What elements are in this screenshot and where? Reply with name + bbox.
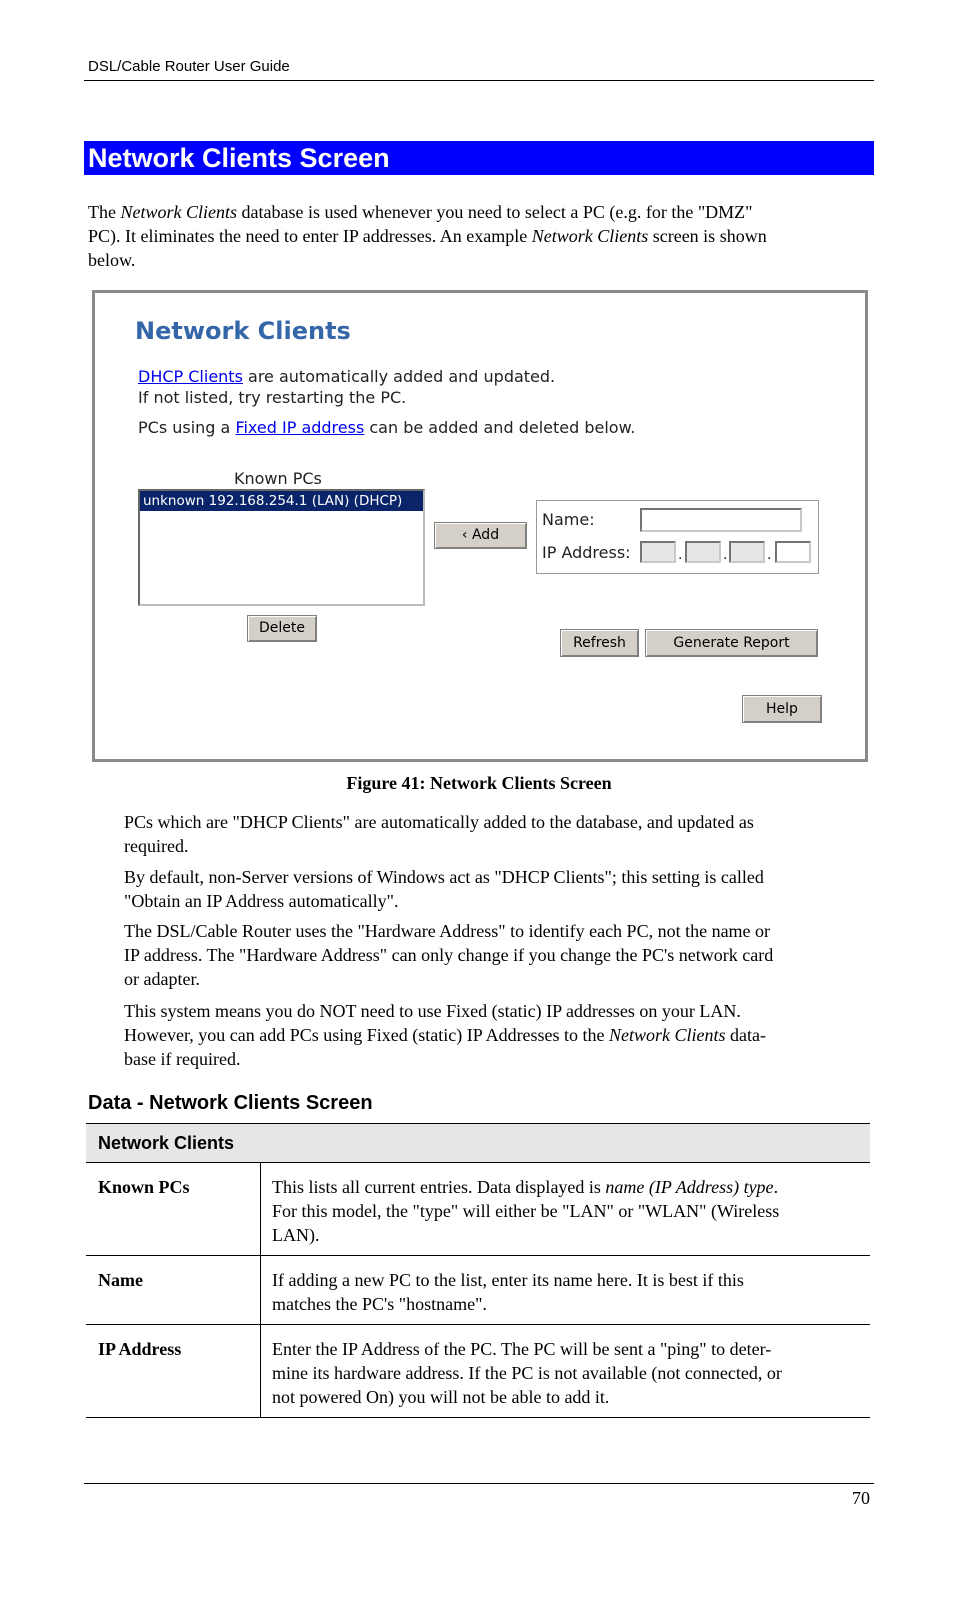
dhcp-line <box>138 367 555 386</box>
paragraph-text: However, you can add PCs using Fixed (static) IP Addresses to the <box>124 1025 610 1045</box>
description-line: If adding a new PC to the list, enter its name here. It is best if this <box>272 1270 744 1290</box>
add-pc-form <box>536 500 819 574</box>
footer-rule <box>84 1483 874 1484</box>
description-line: matches the PC's "hostname". <box>272 1294 487 1314</box>
intro-line-2 <box>88 224 878 248</box>
figure-title: Network Clients <box>135 317 351 345</box>
ip-octet-2-input[interactable] <box>685 541 721 563</box>
intro-emphasis: Network Clients <box>531 226 649 246</box>
description-line: LAN). <box>272 1225 320 1245</box>
refresh-button[interactable]: Refresh <box>560 629 639 657</box>
row-description <box>261 1256 871 1325</box>
description-text: . <box>773 1177 779 1197</box>
data-table <box>86 1123 870 1418</box>
header-rule <box>84 80 874 81</box>
running-header: DSL/Cable Router User Guide <box>88 58 290 75</box>
ip-dot: . <box>767 547 772 563</box>
table-row <box>86 1163 870 1256</box>
table-header-row <box>86 1124 870 1163</box>
dhcp-clients-paragraph <box>124 810 869 858</box>
table-row <box>86 1256 870 1325</box>
section-title: Network Clients Screen <box>88 143 390 173</box>
dhcp-text: are automatically added and updated. <box>242 367 556 386</box>
intro-line-1 <box>88 200 878 224</box>
description-line: Enter the IP Address of the PC. The PC will be sent a "ping" to deter- <box>272 1339 772 1359</box>
list-item[interactable]: unknown 192.168.254.1 (LAN) (DHCP) <box>140 491 423 511</box>
hardware-address-paragraph <box>124 919 869 991</box>
dhcp-clients-link[interactable]: DHCP Clients <box>138 367 243 386</box>
row-label: Known PCs <box>86 1163 261 1256</box>
intro-line-3: below. <box>88 250 136 270</box>
name-input[interactable] <box>640 508 802 532</box>
fixed-ip-link[interactable]: Fixed IP address <box>235 418 365 437</box>
ip-octet-4-input[interactable] <box>775 541 811 563</box>
row-label: Name <box>86 1256 261 1325</box>
paragraph-line: or adapter. <box>124 969 200 989</box>
fixed-ip-paragraph <box>124 999 869 1071</box>
table-row <box>86 1325 870 1418</box>
retry-text: If not listed, try restarting the PC. <box>138 388 407 407</box>
paragraph-emphasis: Network Clients <box>609 1025 726 1045</box>
data-section-heading: Data - Network Clients Screen <box>88 1092 373 1114</box>
paragraph-line: base if required. <box>124 1049 241 1069</box>
known-pcs-label: Known PCs <box>234 469 322 488</box>
paragraph-line: "Obtain an IP Address automatically". <box>124 891 399 911</box>
description-line: not powered On) you will not be able to add it. <box>272 1387 610 1407</box>
intro-text: database is used whenever you need to select a PC (e.g. for the "DMZ" <box>236 202 753 222</box>
intro-text: PC). It eliminates the need to enter IP addresses. An example <box>88 226 532 246</box>
row-description <box>261 1325 871 1418</box>
network-clients-figure <box>92 290 868 762</box>
figure-caption: Figure 41: Network Clients Screen <box>346 773 612 793</box>
delete-button[interactable]: Delete <box>247 615 317 642</box>
section-banner <box>84 141 874 175</box>
known-pcs-listbox[interactable] <box>138 489 425 606</box>
generate-report-button[interactable]: Generate Report <box>645 629 818 657</box>
ip-dot: . <box>723 547 728 563</box>
add-button[interactable]: ‹ Add <box>434 522 527 549</box>
intro-text: screen is shown <box>648 226 767 246</box>
paragraph-line: This system means you do NOT need to use Fixed (static) IP addresses on your LAN. <box>124 1001 741 1021</box>
intro-text: The <box>88 202 121 222</box>
paragraph-line: The DSL/Cable Router uses the "Hardware Address" to identify each PC, not the name or <box>124 921 771 941</box>
intro-paragraph <box>88 200 878 272</box>
description-line: For this model, the "type" will either be "LAN" or "WLAN" (Wireless <box>272 1201 780 1221</box>
ip-address-label: IP Address: <box>542 543 631 562</box>
paragraph-line: required. <box>124 836 189 856</box>
help-button[interactable]: Help <box>742 695 822 723</box>
paragraph-line: IP address. The "Hardware Address" can only change if you change the PC's network card <box>124 945 774 965</box>
table-header: Network Clients <box>86 1124 870 1163</box>
fixed-post-text: can be added and deleted below. <box>364 418 636 437</box>
page-number: 70 <box>852 1488 870 1508</box>
windows-default-paragraph <box>124 865 869 913</box>
row-description <box>261 1163 871 1256</box>
paragraph-line: PCs which are "DHCP Clients" are automatically added to the database, and updated as <box>124 812 754 832</box>
description-line: mine its hardware address. If the PC is not available (not connected, or <box>272 1363 782 1383</box>
paragraph-line <box>124 1023 869 1047</box>
intro-emphasis: Network Clients <box>120 202 237 222</box>
ip-octet-3-input[interactable] <box>729 541 765 563</box>
name-label: Name: <box>542 510 595 529</box>
paragraph-text: data- <box>725 1025 767 1045</box>
fixed-ip-line <box>138 418 635 437</box>
description-text: This lists all current entries. Data displayed is <box>272 1177 606 1197</box>
fixed-pre-text: PCs using a <box>138 418 236 437</box>
ip-octet-1-input[interactable] <box>640 541 676 563</box>
ip-dot: . <box>678 547 683 563</box>
description-emphasis: name (IP Address) type <box>605 1177 774 1197</box>
row-label: IP Address <box>86 1325 261 1418</box>
paragraph-line: By default, non-Server versions of Windows act as "DHCP Clients"; this setting is called <box>124 867 764 887</box>
